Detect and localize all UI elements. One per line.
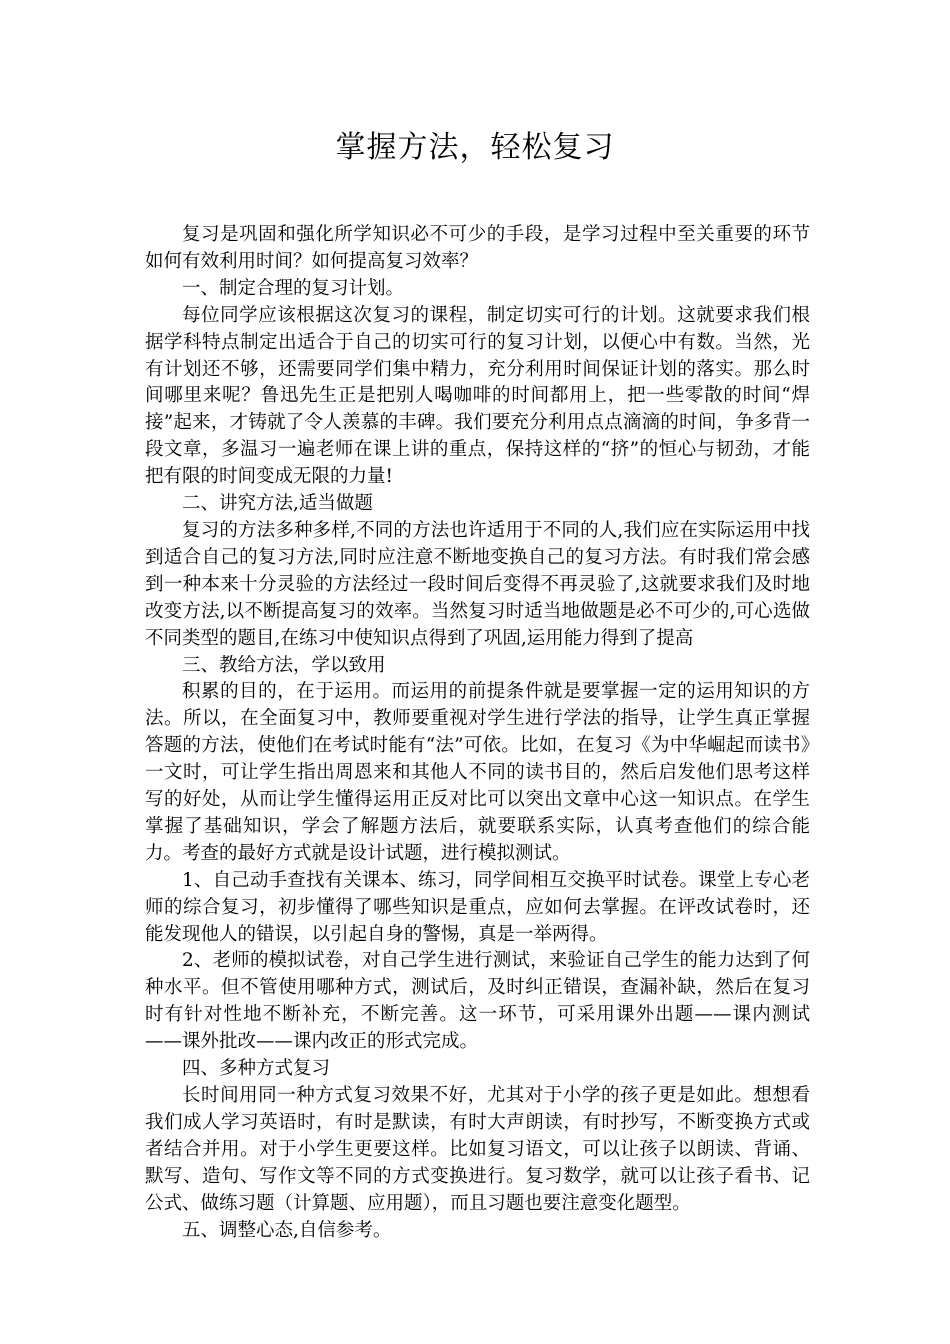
intro-paragraph: 复习是巩固和强化所学知识必不可少的手段，是学习过程中至关重要的环节如何有效利用时间？如何提高复习效率？: [145, 224, 810, 272]
section-heading-1: 一、制定合理的复习计划。: [182, 277, 405, 299]
section-3-paragraph: 积累的目的，在于运用。而运用的前提条件就是要掌握一定的运用知识的方法。所以，在全面复习中，教师要重视对学生进行学法的指导，让学生真正掌握答题的方法，使他们在考试时能有“法”可依。比如，在复习《为中华崛起而读书》一文时，可让学生指出周恩来和其他人不同的读书目的，然后启发他们思考这样写的好处，从而让学生懂得运用正反对比可以突出文章中心这一知识点。在学生掌握了基础知识，学会了解题方法后，就要联系实际，认真考查他们的综合能力。考查的最好方式就是设计试题，进行模拟测试。: [145, 681, 810, 864]
section-heading-3: 三、教给方法，学以致用: [182, 654, 386, 676]
document-title: 掌握方法，轻松复习: [335, 130, 615, 165]
section-heading-5: 五、调整心态,自信参考。: [182, 1219, 392, 1241]
section-heading-2: 二、讲究方法,适当做题: [182, 493, 373, 515]
section-2-paragraph: 复习的方法多种多样,不同的方法也许适用于不同的人,我们应在实际运用中找到适合自己的复习方法,同时应注意不断地变换自己的复习方法。有时我们常会感到一种本来十分灵验的方法经过一段时间后变得不再灵验了,这就要求我们及时地改变方法,以不断提高复习的效率。当然复习时适当地做题是必不可少的,可心选做不同类型的题目,在练习中使知识点得到了巩固,运用能力得到了提高: [145, 519, 810, 649]
section-1-paragraph: 每位同学应该根据这次复习的课程，制定切实可行的计划。这就要求我们根据学科特点制定出适合于自己的切实可行的复习计划，以便心中有数。当然，光有计划还不够，还需要同学们集中精力，充分利用时间保证计划的落实。那么时间哪里来呢？鲁迅先生正是把别人喝咖啡的时间都用上，把一些零散的时间“焊接”起来，才铸就了令人羡慕的丰碑。我们要充分利用点点滴滴的时间，争多背一段文章，多温习一遍老师在课上讲的重点，保持这样的“挤”的恒心与韧劲，才能把有限的时间变成无限的力量!: [145, 304, 810, 488]
document-body: [145, 222, 810, 1244]
section-heading-4: 四、多种方式复习: [182, 1058, 331, 1080]
section-3-item-1: 1、自己动手查找有关课本、练习，同学间相互交换平时试卷。课堂上专心老师的综合复习，初步懂得了哪些知识是重点，应如何去掌握。在评改试卷时，还能发现他人的错误，以引起自身的警惕，真是一举两得。: [145, 869, 810, 945]
section-4-paragraph: 长时间用同一种方式复习效果不好，尤其对于小学的孩子更是如此。想想看我们成人学习英语时，有时是默读，有时大声朗读，有时抄写，不断变换方式或者结合并用。对于小学生更要这样。比如复习语文，可以让孩子以朗读、背诵、默写、造句、写作文等不同的方式变换进行。复习数学，就可以让孩子看书、记公式、做练习题（计算题、应用题），而且习题也要注意变化题型。: [145, 1085, 810, 1214]
section-3-item-2: 2、老师的模拟试卷，对自己学生进行测试，来验证自己学生的能力达到了何种水平。但不管使用哪种方式，测试后，及时纠正错误，查漏补缺，然后在复习时有针对性地不断补充，不断完善。这一环节，可采用课外出题——课内测试——课外批改——课内改正的形式完成。: [145, 950, 810, 1053]
